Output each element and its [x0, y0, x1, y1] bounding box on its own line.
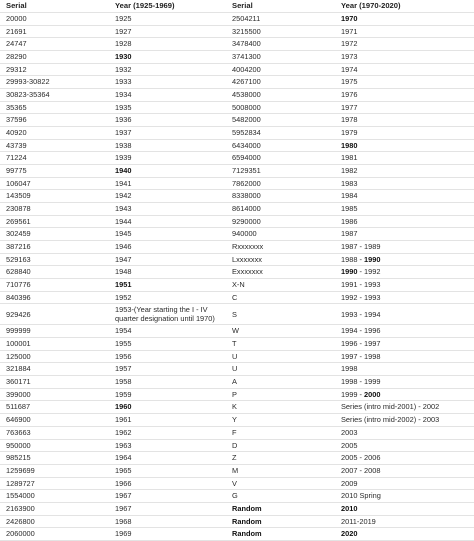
header-serial-right: Serial — [226, 0, 335, 13]
year-cell: 1978 — [335, 114, 474, 127]
year-cell: 1940 — [109, 165, 226, 178]
table-row — [0, 266, 474, 279]
year-cell: 1953-(Year starting the I - IV quarter designation until 1970) — [109, 304, 226, 325]
serial-cell: V — [226, 477, 335, 490]
year-cell: 1984 — [335, 190, 474, 203]
year-cell — [335, 253, 474, 266]
serial-cell: 511687 — [0, 401, 109, 414]
serial-cell: 1554000 — [0, 490, 109, 503]
year-cell: 1998 - 1999 — [335, 376, 474, 389]
year-cell: 1948 — [109, 266, 226, 279]
table-row — [0, 325, 474, 338]
year-cell: 1992 - 1993 — [335, 291, 474, 304]
serial-cell: 37596 — [0, 114, 109, 127]
serial-cell: 628840 — [0, 266, 109, 279]
serial-cell: 710776 — [0, 279, 109, 292]
serial-cell: 950000 — [0, 439, 109, 452]
header-year-right: Year (1970-2020) — [335, 0, 474, 13]
year-cell: 1981 — [335, 152, 474, 165]
serial-cell: M — [226, 464, 335, 477]
serial-cell: 100001 — [0, 338, 109, 351]
table-row — [0, 190, 474, 203]
year-cell: 1946 — [109, 241, 226, 254]
serial-cell: 999999 — [0, 325, 109, 338]
year-cell: 1959 — [109, 388, 226, 401]
serial-cell: D — [226, 439, 335, 452]
serial-cell: 143509 — [0, 190, 109, 203]
serial-cell: 302459 — [0, 228, 109, 241]
table-row — [0, 76, 474, 89]
year-cell: 1996 - 1997 — [335, 338, 474, 351]
year-cell: 1956 — [109, 350, 226, 363]
table-row — [0, 464, 474, 477]
year-cell: 1928 — [109, 38, 226, 51]
table-row — [0, 439, 474, 452]
year-cell: 1967 — [109, 502, 226, 515]
year-cell: 2010 Spring — [335, 490, 474, 503]
table-row — [0, 477, 474, 490]
serial-cell: S — [226, 304, 335, 325]
year-cell: 1966 — [109, 477, 226, 490]
serial-cell: Random — [226, 515, 335, 528]
year-cell: 1934 — [109, 89, 226, 102]
table-row — [0, 25, 474, 38]
table-row — [0, 338, 474, 351]
table-row — [0, 350, 474, 363]
year-cell: 1987 — [335, 228, 474, 241]
serial-cell: 35365 — [0, 101, 109, 114]
serial-cell: 7129351 — [226, 165, 335, 178]
serial-cell: G — [226, 490, 335, 503]
serial-cell: X-N — [226, 279, 335, 292]
serial-cell: 940000 — [226, 228, 335, 241]
year-cell: 1938 — [109, 139, 226, 152]
serial-cell: Z — [226, 452, 335, 465]
year-cell: 1941 — [109, 177, 226, 190]
table-row — [0, 401, 474, 414]
year-cell: 1974 — [335, 63, 474, 76]
year-cell: 1936 — [109, 114, 226, 127]
serial-cell: 8338000 — [226, 190, 335, 203]
year-cell: 1932 — [109, 63, 226, 76]
serial-cell: K — [226, 401, 335, 414]
year-cell: 1954 — [109, 325, 226, 338]
year-cell: 2010 — [335, 502, 474, 515]
serial-cell: 30823-35364 — [0, 89, 109, 102]
serial-cell: 20000 — [0, 13, 109, 26]
year-cell: 1980 — [335, 139, 474, 152]
header-year-left: Year (1925-1969) — [109, 0, 226, 13]
year-cell: 1973 — [335, 51, 474, 64]
table-row — [0, 452, 474, 465]
year-cell: 2003 — [335, 426, 474, 439]
year-cell: 1970 — [335, 13, 474, 26]
serial-cell: 2163900 — [0, 502, 109, 515]
serial-cell: 840396 — [0, 291, 109, 304]
year-cell: 1933 — [109, 76, 226, 89]
table-row — [0, 426, 474, 439]
serial-cell: 4267100 — [226, 76, 335, 89]
serial-cell: W — [226, 325, 335, 338]
year-cell: 1964 — [109, 452, 226, 465]
table-row — [0, 515, 474, 528]
serial-cell: Exxxxxxx — [226, 266, 335, 279]
serial-cell: T — [226, 338, 335, 351]
year-cell: 1925 — [109, 13, 226, 26]
serial-cell: 3478400 — [226, 38, 335, 51]
serial-cell: 29312 — [0, 63, 109, 76]
serial-cell: 230878 — [0, 203, 109, 216]
serial-cell: 985215 — [0, 452, 109, 465]
serial-cell: 529163 — [0, 253, 109, 266]
year-cell: 2009 — [335, 477, 474, 490]
serial-cell: 106047 — [0, 177, 109, 190]
serial-cell: 71224 — [0, 152, 109, 165]
serial-cell: 6434000 — [226, 139, 335, 152]
table-row — [0, 414, 474, 427]
serial-cell: 360171 — [0, 376, 109, 389]
serial-cell: 387216 — [0, 241, 109, 254]
year-cell: 1955 — [109, 338, 226, 351]
table-row — [0, 51, 474, 64]
year-cell: 2007 - 2008 — [335, 464, 474, 477]
year-cell: 2011-2019 — [335, 515, 474, 528]
serial-cell: 5952834 — [226, 127, 335, 140]
year-cell: 1986 — [335, 215, 474, 228]
year-cell: 1942 — [109, 190, 226, 203]
year-range-part: 1990 — [341, 267, 358, 277]
table-row — [0, 490, 474, 503]
table-row — [0, 228, 474, 241]
year-cell: 1972 — [335, 38, 474, 51]
table-row — [0, 63, 474, 76]
year-cell: 1939 — [109, 152, 226, 165]
serial-cell: 7862000 — [226, 177, 335, 190]
year-cell — [335, 388, 474, 401]
year-cell — [335, 266, 474, 279]
table-row — [0, 291, 474, 304]
year-cell: 1994 - 1996 — [335, 325, 474, 338]
serial-cell: 321884 — [0, 363, 109, 376]
year-cell: 1983 — [335, 177, 474, 190]
table-row — [0, 89, 474, 102]
year-range-part: 2000 — [364, 389, 381, 399]
serial-cell: 5008000 — [226, 101, 335, 114]
table-row — [0, 203, 474, 216]
serial-cell: 125000 — [0, 350, 109, 363]
table-row — [0, 253, 474, 266]
serial-cell: 43739 — [0, 139, 109, 152]
year-cell: 1952 — [109, 291, 226, 304]
year-cell: 1962 — [109, 426, 226, 439]
table-row — [0, 139, 474, 152]
table-row — [0, 13, 474, 26]
year-cell: 1998 — [335, 363, 474, 376]
serial-cell: 3741300 — [226, 51, 335, 64]
year-range-part: - 1992 — [357, 267, 381, 277]
year-cell: 2005 — [335, 439, 474, 452]
year-cell: 1943 — [109, 203, 226, 216]
serial-cell: U — [226, 363, 335, 376]
year-cell: 1993 - 1994 — [335, 304, 474, 325]
year-cell: 1944 — [109, 215, 226, 228]
serial-cell: P — [226, 388, 335, 401]
serial-cell: A — [226, 376, 335, 389]
year-range-part: 1999 - — [341, 389, 365, 399]
year-cell: 1979 — [335, 127, 474, 140]
year-cell: 1982 — [335, 165, 474, 178]
table-row — [0, 38, 474, 51]
serial-cell: Lxxxxxxx — [226, 253, 335, 266]
serial-cell: 2426800 — [0, 515, 109, 528]
year-cell: 1960 — [109, 401, 226, 414]
header-row — [0, 0, 474, 13]
year-cell: 2005 - 2006 — [335, 452, 474, 465]
year-cell: 1991 - 1993 — [335, 279, 474, 292]
table-row — [0, 215, 474, 228]
year-cell: 1947 — [109, 253, 226, 266]
year-cell: 1967 — [109, 490, 226, 503]
year-cell: 1963 — [109, 439, 226, 452]
year-cell: 1971 — [335, 25, 474, 38]
year-cell: Series (intro mid-2001) - 2002 — [335, 401, 474, 414]
serial-cell: 763663 — [0, 426, 109, 439]
serial-cell: C — [226, 291, 335, 304]
year-cell: 1975 — [335, 76, 474, 89]
serial-cell: 3215500 — [226, 25, 335, 38]
year-cell: 1930 — [109, 51, 226, 64]
table-row — [0, 363, 474, 376]
serial-cell: 29993-30822 — [0, 76, 109, 89]
serial-cell: Rxxxxxxx — [226, 241, 335, 254]
serial-cell: F — [226, 426, 335, 439]
table-row — [0, 114, 474, 127]
table-row — [0, 127, 474, 140]
table-row — [0, 376, 474, 389]
serial-cell: 269561 — [0, 215, 109, 228]
year-cell: 1976 — [335, 89, 474, 102]
year-range-part: 1988 - — [341, 254, 365, 264]
serial-cell: 8614000 — [226, 203, 335, 216]
year-cell: 2020 — [335, 528, 474, 541]
serial-cell: 929426 — [0, 304, 109, 325]
serial-cell: 399000 — [0, 388, 109, 401]
year-cell: 1958 — [109, 376, 226, 389]
year-cell: 1935 — [109, 101, 226, 114]
table-row — [0, 165, 474, 178]
year-cell: 1961 — [109, 414, 226, 427]
table-row — [0, 502, 474, 515]
serial-cell: 1289727 — [0, 477, 109, 490]
year-cell: 1951 — [109, 279, 226, 292]
serial-cell: 21691 — [0, 25, 109, 38]
year-cell: Series (intro mid-2002) - 2003 — [335, 414, 474, 427]
table-row — [0, 388, 474, 401]
table-row — [0, 279, 474, 292]
table-row — [0, 177, 474, 190]
serial-cell: 2504211 — [226, 13, 335, 26]
year-range-part: 1990 — [364, 254, 381, 264]
year-cell: 1987 - 1989 — [335, 241, 474, 254]
table-row — [0, 304, 474, 325]
year-cell: 1927 — [109, 25, 226, 38]
year-cell: 1968 — [109, 515, 226, 528]
table-row — [0, 241, 474, 254]
serial-cell: 24747 — [0, 38, 109, 51]
year-cell: 1997 - 1998 — [335, 350, 474, 363]
year-cell: 1965 — [109, 464, 226, 477]
serial-cell: U — [226, 350, 335, 363]
serial-cell: Random — [226, 502, 335, 515]
serial-cell: Random — [226, 528, 335, 541]
serial-cell: 2060000 — [0, 528, 109, 541]
serial-cell: 646900 — [0, 414, 109, 427]
serial-cell: 6594000 — [226, 152, 335, 165]
table-row — [0, 152, 474, 165]
table-row — [0, 528, 474, 541]
serial-cell: 4004200 — [226, 63, 335, 76]
year-cell: 1969 — [109, 528, 226, 541]
serial-cell: 4538000 — [226, 89, 335, 102]
year-cell: 1977 — [335, 101, 474, 114]
serial-cell: 1259699 — [0, 464, 109, 477]
table-row — [0, 101, 474, 114]
serial-cell: 99775 — [0, 165, 109, 178]
year-cell: 1937 — [109, 127, 226, 140]
serial-cell: 9290000 — [226, 215, 335, 228]
serial-cell: Y — [226, 414, 335, 427]
serial-cell: 5482000 — [226, 114, 335, 127]
table-body — [0, 13, 474, 541]
year-cell: 1945 — [109, 228, 226, 241]
year-cell: 1985 — [335, 203, 474, 216]
year-cell: 1957 — [109, 363, 226, 376]
serial-cell: 40920 — [0, 127, 109, 140]
serial-cell: 28290 — [0, 51, 109, 64]
header-serial-left: Serial — [0, 0, 109, 13]
